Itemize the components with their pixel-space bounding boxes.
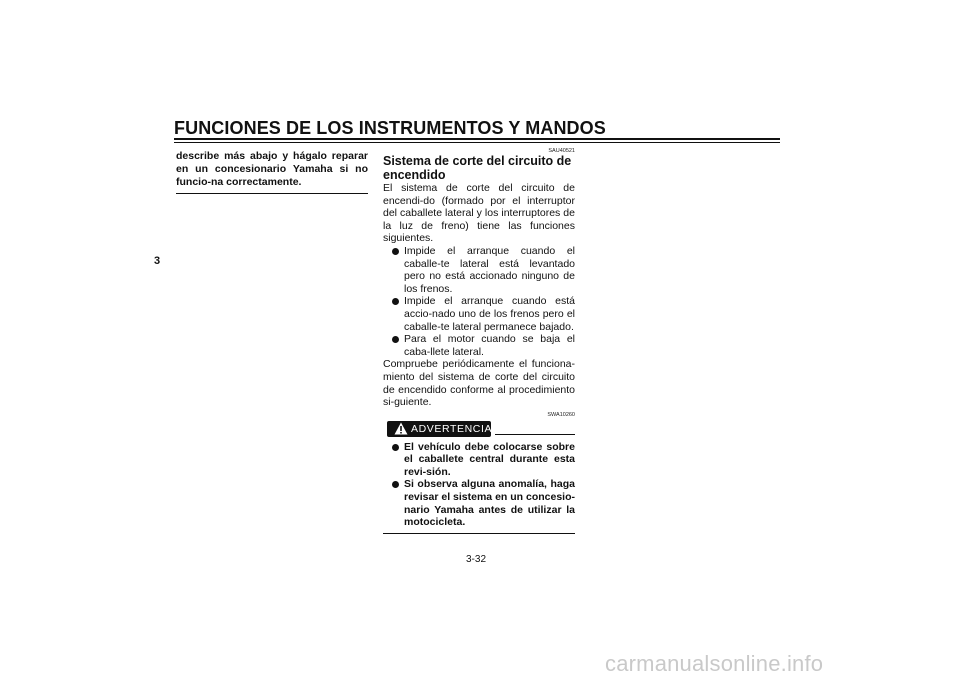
section-heading-line1: Sistema de corte del circuito de xyxy=(383,154,572,168)
bullet-icon xyxy=(392,481,399,488)
section-ref-code: SAU40521 xyxy=(548,148,575,154)
bullet-icon xyxy=(392,444,399,451)
section-heading-line2: encendido xyxy=(383,167,446,182)
watermark: carmanualsonline.info xyxy=(605,651,824,676)
list-item xyxy=(383,245,575,295)
continued-warning-text: describe más abajo y hágalo reparar en un concesionario Yamaha si no funcio-na correctamente. xyxy=(176,150,368,189)
header-rule-thick xyxy=(174,138,780,140)
warning-header-rule xyxy=(495,434,575,435)
warning-label: ADVERTENCIA xyxy=(411,422,493,435)
list-item-text: Si observa alguna anomalía, haga revisar el sistema en un concesio-nario Yamaha antes de utilizar la motocicleta. xyxy=(404,478,575,529)
list-item xyxy=(383,333,575,358)
header-rule-thin xyxy=(174,142,780,143)
page-number: 3-32 xyxy=(466,554,487,565)
bullet-icon xyxy=(392,298,399,305)
warning-triangle-icon xyxy=(394,422,408,435)
chapter-tab: 3 xyxy=(153,255,161,267)
left-column-end-rule xyxy=(176,193,368,194)
bullet-icon xyxy=(392,248,399,255)
list-item-text: Impide el arranque cuando el caballe-te lateral está levantado pero no está accionado ninguno de los frenos. xyxy=(404,244,575,295)
section-closing: Compruebe periódicamente el funciona-miento del sistema de corte del circuito de encendido conforme al procedimiento si-guiente. xyxy=(383,358,575,409)
function-list xyxy=(383,245,575,358)
right-column xyxy=(383,148,575,534)
section-intro: El sistema de corte del circuito de encendi-do (formado por el interruptor del caballete lateral y los interruptores de la luz de freno) tiene las funciones siguientes. xyxy=(383,182,575,245)
list-item-text: El vehículo debe colocarse sobre el caballete central durante esta revi-sión. xyxy=(404,440,575,478)
left-column xyxy=(176,150,368,194)
list-item xyxy=(383,441,575,479)
list-item-text: Para el motor cuando se baja el caba-llete lateral. xyxy=(404,333,575,358)
warning-badge xyxy=(387,421,491,437)
warning-list xyxy=(383,441,575,529)
section-heading xyxy=(383,155,575,182)
list-item-text: Impide el arranque cuando está accio-nado uno de los frenos pero el caballe-te lateral permanece bajado. xyxy=(404,295,575,333)
warning-end-rule xyxy=(383,533,575,534)
warning-ref-code: SWA10260 xyxy=(547,411,575,418)
page-header-title: FUNCIONES DE LOS INSTRUMENTOS Y MANDOS xyxy=(174,118,606,138)
warning-header xyxy=(383,421,575,437)
list-item xyxy=(383,295,575,333)
list-item xyxy=(383,478,575,528)
bullet-icon xyxy=(392,336,399,343)
